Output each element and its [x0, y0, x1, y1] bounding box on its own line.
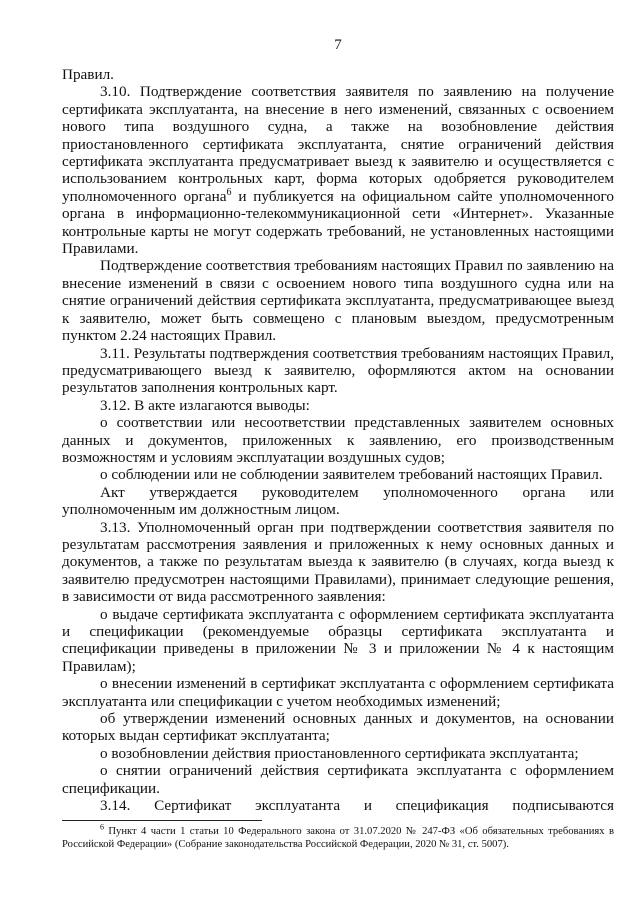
paragraph [62, 762, 614, 797]
paragraph [62, 66, 614, 83]
paragraph-text: об утверждении изменений основных данных и документов, на основании которых выдан сертификат эксплуатанта; [62, 710, 614, 745]
footnote [62, 822, 614, 851]
paragraph [62, 466, 614, 483]
paragraph [62, 83, 614, 257]
paragraph-text: Правил. [62, 66, 114, 83]
page-number: 7 [334, 37, 342, 53]
paragraph-text: 3.11. Результаты подтверждения соответствия требованиям настоящих Правил, предусматривающего выезд к заявителю, оформляются актом на основании результатов заполнения контрольных карт. [62, 344, 614, 397]
footnote-reference: 6 [226, 186, 232, 198]
paragraph-text: 3.13. Уполномоченный орган при подтверждении соответствия заявителя по результатам рассмотрения заявления и приложенных к нему основных данных и документов, а также по результатам выезда к заявителю (в случаях, когда выезд к заявителю предусмотрен настоящими Правилами), принимает следующие решения, в зависимости от вида рассмотренного заявления: [62, 518, 614, 606]
paragraph [62, 606, 614, 676]
paragraph-text: Подтверждение соответствия требованиям настоящих Правил по заявлению на внесение изменений в связи с освоением нового типа воздушного судна или на снятие ограничений действия сертификата эксплуатанта, предусматривающее выезд к заявителю, может быть совмещено с плановым выездом, предусмотренным пунктом 2.24 настоящих Правил. [62, 257, 614, 345]
paragraph-text: Акт утверждается руководителем уполномоченного органа или уполномоченным им должностным лицом. [62, 483, 614, 519]
paragraph-text: о возобновлении действия приостановленного сертификата эксплуатанта; [100, 744, 579, 762]
paragraph-text: о соблюдении или не соблюдении заявителем требований настоящих Правил. [100, 466, 603, 484]
paragraph-text: 3.12. В акте излагаются выводы: [100, 396, 310, 414]
paragraph [62, 397, 614, 414]
paragraph [62, 797, 614, 814]
paragraph [62, 519, 614, 606]
paragraph-text: о внесении изменений в сертификат эксплуатанта с оформлением сертификата эксплуатанта или спецификации с учетом необходимых изменений; [62, 675, 614, 710]
paragraph [62, 745, 614, 762]
footnote-divider [62, 820, 262, 821]
paragraph-text: и публикуется на официальном сайте уполномоченного органа в информационно-телекоммуникационной сети «Интернет». Указанные контрольные карты не могут содержать требований, не установленных настоящими Правилами. [62, 187, 614, 258]
paragraph [62, 675, 614, 710]
paragraph-text: о снятии ограничений действия сертификата эксплуатанта с оформлением спецификации. [62, 762, 614, 797]
paragraph [62, 345, 614, 397]
footnote-text: Пункт 4 части 1 статьи 10 Федерального закона от 31.07.2020 № 247-ФЗ «Об обязательных требованиях в Российской Федерации» (Собрание законодательства Российской Федерации, 2020 № 31, ст. 5007). [62, 826, 614, 851]
document-body [62, 66, 614, 814]
paragraph-text: 3.14. Сертификат эксплуатанта и спецификация подписываются [100, 797, 614, 815]
paragraph [62, 710, 614, 745]
paragraph [62, 414, 614, 466]
paragraph [62, 484, 614, 519]
paragraph-text: 3.10. Подтверждение соответствия заявителя по заявлению на получение сертификата эксплуатанта, на внесение в него изменений, связанных с освоением нового типа воздушного судна, а также на возобновление действия приостановленного сертификата эксплуатанта, снятие ограничений действия сертификата эксплуатанта предусматривает выезд к заявителю и осуществляется с использованием контрольных карт, форма которых одобряется руководителем уполномоченного органа [62, 83, 614, 205]
paragraph-text: о соответствии или несоответствии представленных заявителем основных данных и документов, приложенных к заявлению, его производственным возможностям и условиям эксплуатации воздушных судов; [62, 414, 614, 466]
paragraph-text: о выдаче сертификата эксплуатанта с оформлением сертификата эксплуатанта и спецификации (рекомендуемые образцы сертификата эксплуатанта и спецификации приведены в приложении № 3 и приложении № 4 к настоящим Правилам); [62, 605, 614, 675]
footnote-mark: 6 [100, 822, 104, 832]
paragraph [62, 257, 614, 344]
